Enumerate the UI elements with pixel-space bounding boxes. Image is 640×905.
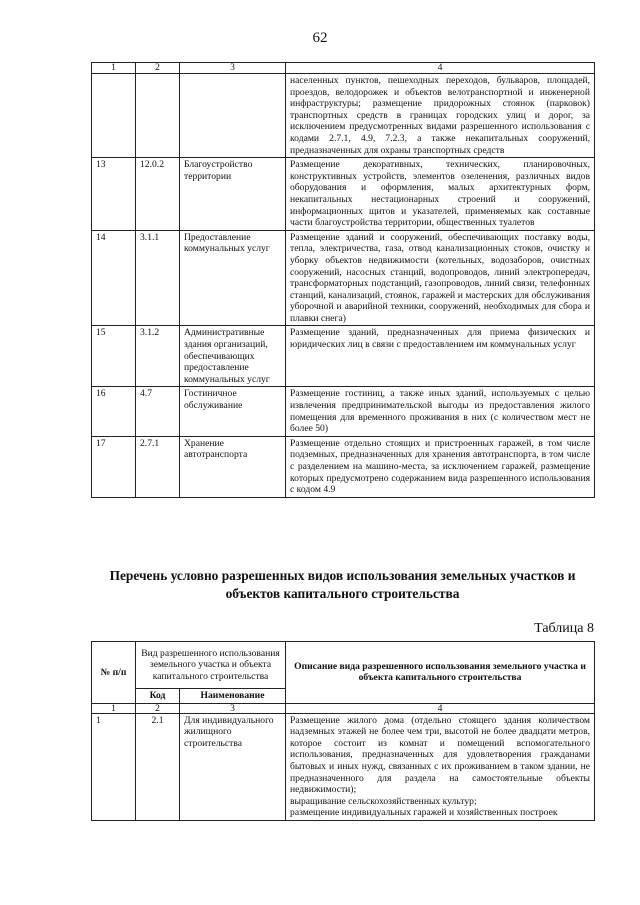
row-number: 1 (92, 713, 136, 820)
page-number: 62 (312, 30, 328, 46)
table-row (92, 158, 595, 231)
column-number: 4 (286, 63, 595, 74)
row-name: Гостиничное обслуживание (180, 387, 286, 436)
row-code: 2.7.1 (136, 436, 180, 497)
row-name: Для индивидуального жилищного строительства (180, 713, 286, 820)
row-description (286, 713, 595, 820)
row-name: Благоустройство территории (180, 158, 286, 231)
conditional-land-use-table (91, 641, 595, 821)
row-number: 15 (92, 326, 136, 387)
row-description: Размещение зданий, предназначенных для приема физических и юридических лиц в связи с предоставлением им коммунальных услуг (286, 326, 595, 387)
row-code: 3.1.2 (136, 326, 180, 387)
row-description: Размещение зданий и сооружений, обеспечивающих поставку воды, тепла, электричества, газа, отвод канализационных стоков, очистку и уборку объектов недвижимости (котельных, водозаборов, очистных сооружений, насосных станций, водопроводов, линий электропередач, трансформаторных подстанций, газопроводов, линий связи, телефонных станций, канализаций, стоянок, гаражей и мастерских для обслуживания уборочной и аварийной техники, сооружений, необходимых для сбора и плавки снега) (286, 230, 595, 326)
table-caption: Таблица 8 (534, 621, 594, 636)
col-description-header: Описание вида разрешенного использования земельного участка и объекта капитального строительства (286, 642, 595, 704)
row-number: 17 (92, 436, 136, 497)
col-code-header: Код (136, 689, 180, 704)
row-code: 12.0.2 (136, 158, 180, 231)
row-description-item: выращивание сельскохозяйственных культур; (290, 795, 477, 807)
column-number: 2 (136, 703, 180, 713)
row-description-main: Размещение жилого дома (отдельно стоящего здания количеством надземных этажей не более чем три, высотой не более двадцати метров, которое состоит из комнат и помещений вспомогательного использования, предназначенных для удовлетворения гражданами бытовых и иных нужд, связанных с их проживанием в таком здании, не предназначенного для раздела на самостоятельные объекты недвижимости); (290, 714, 591, 796)
table-row (92, 436, 595, 497)
column-number: 1 (92, 63, 136, 74)
row-description: Размещение декоративных, технических, планировочных, конструктивных устройств, элементов озеленения, различных видов оборудования и оформления, малых архитектурных форм, некапитальных нестационарных строений и сооружений, информационных щитов и указателей, применяемых как составные части благоустройства территории, общественных туалетов (286, 158, 595, 231)
col-name-header: Наименование (180, 689, 286, 704)
row-code: 2.1 (136, 713, 180, 820)
table-row (92, 326, 595, 387)
row-name: Предоставление коммунальных услуг (180, 230, 286, 326)
column-number: 1 (92, 703, 136, 713)
row-description: Размещение отдельно стоящих и пристроенных гаражей, в том числе подземных, предназначенных для хранения автотранспорта, в том числе с разделением на машино-места, за исключением гаражей, размещение которых предусмотрено содержанием вида разрешенного использования с кодом 4.9 (286, 436, 595, 497)
table-row (92, 230, 595, 326)
row-number: 16 (92, 387, 136, 436)
column-number-row (92, 63, 595, 74)
row-code: 3.1.1 (136, 230, 180, 326)
column-number: 3 (180, 703, 286, 713)
table-header-row (92, 642, 595, 689)
row-number: 13 (92, 158, 136, 231)
land-use-table-continued (91, 62, 595, 498)
column-number: 2 (136, 63, 180, 74)
col-number-header: № п/п (92, 642, 136, 704)
table-row (92, 713, 595, 820)
row-description: населенных пунктов, пешеходных переходов, бульваров, площадей, проездов, велодорожек и объектов велотранспортной и инженерной инфраструктуры; размещение придорожных стоянок (парковок) транспортных средств в границах городских улиц и дорог, за исключением предусмотренных видами разрешенного использования с кодами 2.7.1, 4.9, 7.2.3, а также некапитальных сооружений, предназначенных для охраны транспортных средств (286, 74, 595, 158)
row-description-item: размещение индивидуальных гаражей и хозяйственных построек (290, 807, 558, 819)
column-number: 3 (180, 63, 286, 74)
table-row (92, 387, 595, 436)
table-row-continuation (92, 74, 595, 158)
section-heading: Перечень условно разрешенных видов использования земельных участков и объектов капитального строительства (109, 568, 576, 601)
column-number: 4 (286, 703, 595, 713)
row-code: 4.7 (136, 387, 180, 436)
row-number: 14 (92, 230, 136, 326)
row-name: Хранение автотранспорта (180, 436, 286, 497)
column-number-row (92, 703, 595, 713)
row-description: Размещение гостиниц, а также иных зданий, используемых с целью извлечения предпринимательской выгоды из предоставления жилого помещения для временного проживания в них (с количеством мест не более 50) (286, 387, 595, 436)
row-name: Административные здания организаций, обеспечивающих предоставление коммунальных услуг (180, 326, 286, 387)
col-kind-header: Вид разрешенного использования земельного участка и объекта капитального строительства (136, 642, 286, 689)
